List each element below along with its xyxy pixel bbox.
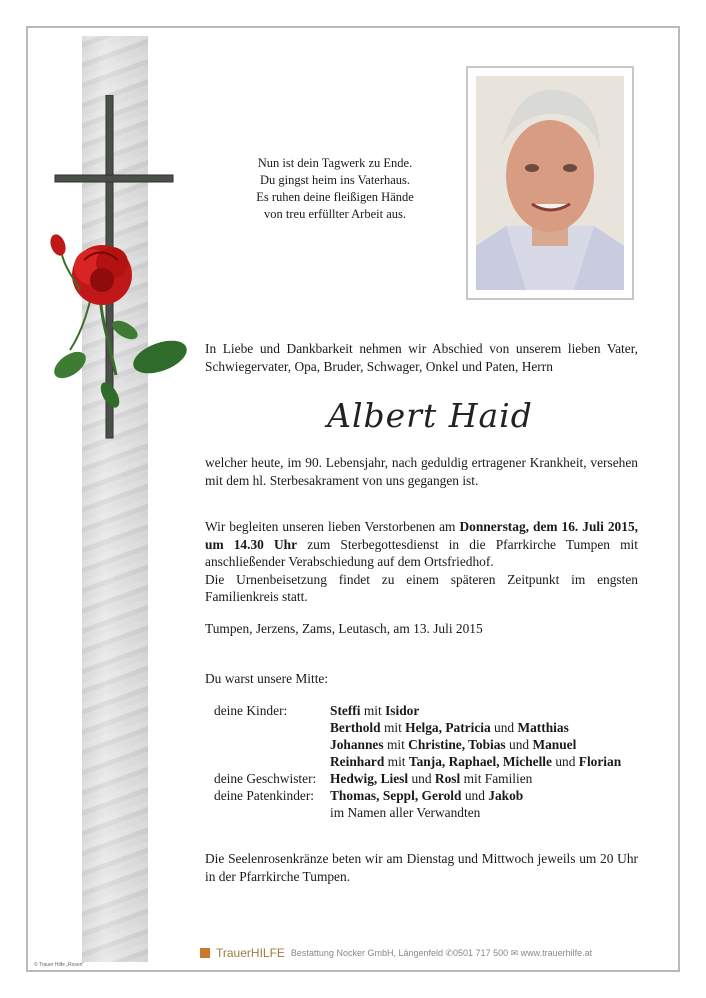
funeral-date: Donnerstag, dem 16. Juli 2015, um 14.30 Uhr	[205, 519, 638, 552]
kinder-label: deine Kinder:	[214, 703, 288, 718]
death-text: welcher heute, im 90. Lebensjahr, nach geduldig ertragener Krankheit, versehen mit dem hl. Sterbesakrament von uns gegangen ist.	[205, 455, 638, 488]
kind-entry: Berthold mit Helga, Patricia und Matthias	[330, 720, 569, 735]
intro-text: In Liebe und Dankbarkeit nehmen wir Abschied von unserem lieben Vater, Schwiegervater, Opa, Bruder, Schwager, Onkel und Paten, Herrn	[205, 341, 638, 374]
footer-info: Bestattung Nocker GmbH, Längenfeld ✆0501 717 500 ✉ www.trauerhilfe.at	[290, 947, 593, 958]
footer	[200, 946, 592, 960]
funeral-part2: zum Sterbegottesdienst in die Pfarrkirche Tumpen mit anschließender Verabschiedung auf dem Ortsfriedhof.	[205, 536, 638, 569]
kind-entry: Johannes mit Christine, Tobias und Manuel	[330, 737, 577, 752]
family-list	[214, 702, 621, 821]
poem-line: Du gingst heim ins Vaterhaus.	[259, 173, 411, 187]
kind-entry: Steffi mit Isidor	[330, 703, 420, 718]
funeral-part1: Wir begleiten unseren lieben Verstorbenen am	[205, 519, 460, 534]
rosary-text: Die Seelenrosenkränze beten wir am Dienstag und Mittwoch jeweils um 20 Uhr in der Pfarrkirche Tumpen.	[205, 851, 638, 884]
poem-line: Nun ist dein Tagwerk zu Ende.	[257, 156, 413, 170]
portrait-photo	[466, 66, 634, 300]
family-row	[214, 787, 621, 804]
family-row	[214, 753, 621, 770]
copyright: © Trauer Hilfe „Rosen"	[34, 962, 85, 968]
funeral-text	[205, 518, 638, 606]
family-row	[214, 804, 621, 821]
family-row	[214, 770, 621, 787]
urn-text: Die Urnenbeisetzung findet zu einem späteren Zeitpunkt im engsten Familienkreis statt.	[205, 571, 638, 604]
geschwister-entry: Hedwig, Liesl und Rosl mit Familien	[330, 771, 533, 786]
cross-with-rose-icon	[40, 95, 190, 440]
poem	[230, 155, 440, 223]
geschwister-label: deine Geschwister:	[214, 771, 317, 786]
verwandte-text: im Namen aller Verwandten	[330, 805, 481, 820]
trauerhilfe-logo-icon	[200, 948, 210, 958]
family-row	[214, 719, 621, 736]
paten-entry: Thomas, Seppl, Gerold und Jakob	[330, 788, 524, 803]
paten-label: deine Patenkinder:	[214, 788, 315, 803]
deceased-name: Albert Haid	[327, 396, 533, 435]
family-row	[214, 702, 621, 719]
poem-line: Es ruhen deine fleißigen Hände	[256, 190, 414, 204]
family-row	[214, 736, 621, 753]
kind-entry: Reinhard mit Tanja, Raphael, Michelle und Florian	[330, 754, 622, 769]
poem-line: von treu erfüllter Arbeit aus.	[264, 207, 406, 221]
mitte-heading: Du warst unsere Mitte:	[205, 671, 329, 686]
place-date: Tumpen, Jerzens, Zams, Leutasch, am 13. Juli 2015	[205, 621, 483, 636]
footer-brand: TrauerHILFE	[216, 946, 285, 960]
